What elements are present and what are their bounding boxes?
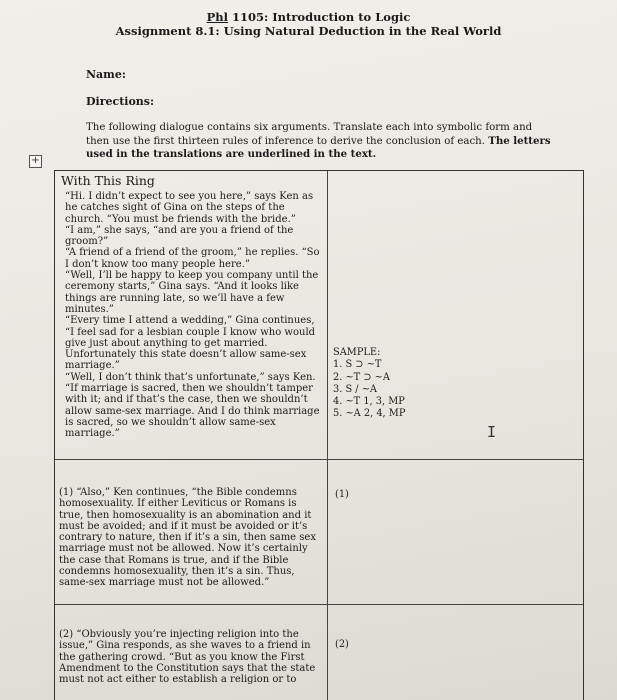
sample-line: 3. S / ~A (333, 383, 377, 395)
argument-2-answer-cell[interactable]: (2) (335, 639, 349, 650)
directions-label: Directions: (86, 95, 155, 108)
dialogue-paragraph: “A friend of a friend of the groom,” he replies. “So I don’t know too many people here.” (65, 247, 320, 270)
name-label: Name: (86, 68, 126, 81)
directions-body: The following dialogue contains six arguments. Translate each into symbolic form and then use the first thirteen rules of inference to derive the conclusion of each. (86, 122, 533, 147)
sample-line: 4. ~T 1, 3, MP (333, 396, 405, 408)
document-header (0, 10, 617, 38)
dialogue-paragraph: “Well, I don’t think that’s unfortunate,” says Ken. “If marriage is sacred, then we shouldn’t tamper with it; and if that’s the case, then we shouldn’t allow same-sex marriage. And I do think marriage is sacred, so we shouldn’t allow same-sex marriage.” (65, 371, 320, 440)
column-divider (327, 171, 328, 700)
course-code: Phl (206, 10, 229, 24)
sample-proof (333, 347, 405, 421)
sample-line: 2. ~T ⊃ ~A (333, 371, 390, 383)
assignment-title: Assignment 8.1: Using Natural Deduction in the Real World (115, 24, 502, 38)
course-title (0, 10, 617, 24)
dialogue-paragraph: “Hi. I didn’t expect to see you here,” says Ken as he catches sight of Gina on the steps of the church. “You must be friends with the bride.” (65, 191, 314, 225)
directions-bold: The letters used in the translations are underlined in the text. (86, 134, 551, 160)
dialogue-paragraph: “I am,” she says, “and are you a friend of the groom?” (65, 224, 294, 248)
argument-2-text: (2) “Obviously you’re injecting religion into the issue,” Gina responds, as she waves to a friend in the gathering crowd. “But as you know the First Amendment to the Constitution says that the state must not act either to establish a religion or to (59, 629, 316, 686)
text-cursor-icon: I (487, 423, 497, 441)
table-move-handle-icon[interactable]: + (29, 155, 42, 168)
argument-1-text: (1) “Also,” Ken continues, “the Bible condemns homosexuality. If either Leviticus or Romans is true, then homosexuality is an abomination and it must be avoided; and if it must be avoided or it’s contrary to nature, then if it’s a sin, then same sex marriage must not be allowed. Now it’s certainly the case that Romans is true, and if the Bible condemns homosexuality, then it’s a sin. Thus, same-sex marriage must not be allowed.” (59, 487, 316, 589)
dialogue-paragraph: “Every time I attend a wedding,” Gina continues, “I feel sad for a lesbian couple I know who would give just about anything to get married. Unfortunately this state doesn’t allow same-sex marriage.” (65, 315, 316, 372)
sample-line: 1. S ⊃ ~T (333, 359, 382, 371)
sample-line: 5. ~A 2, 4, MP (333, 408, 406, 420)
dialogue-paragraph: “Well, I’ll be happy to keep you company until the ceremony starts,” Gina says. “And it looks like things are running late, so we’ll have a few minutes.” (65, 270, 319, 315)
argument-1-answer-cell[interactable]: (1) (335, 489, 349, 500)
directions-text (86, 122, 556, 162)
dialogue-title: With This Ring (61, 173, 155, 188)
sample-label: SAMPLE: (333, 347, 381, 358)
row-divider (55, 459, 583, 460)
dialogue-row-intro (59, 191, 321, 440)
course-name: 1105: Introduction to Logic (232, 10, 411, 24)
dialogue-table (54, 170, 584, 700)
row-divider (55, 604, 583, 605)
